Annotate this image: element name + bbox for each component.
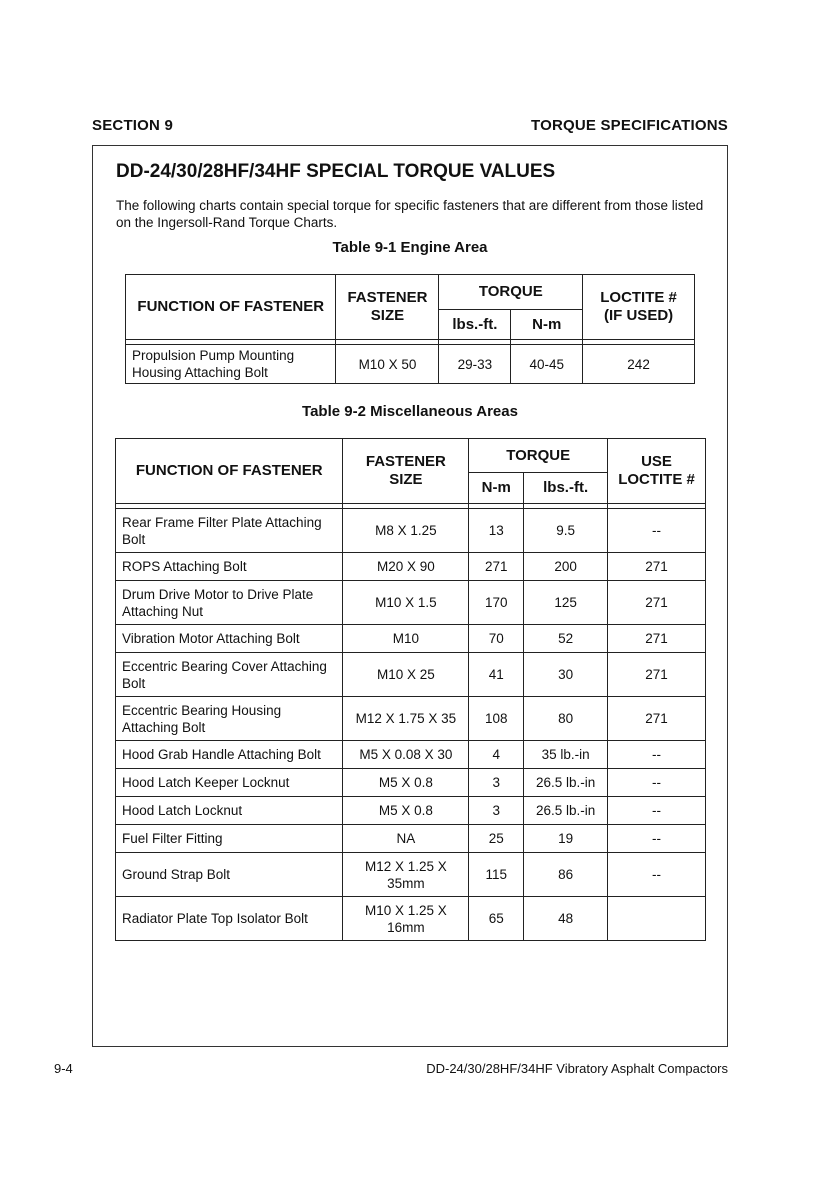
cell-loctite: -- — [608, 797, 706, 825]
table1-caption: Table 9-1 Engine Area — [332, 239, 488, 256]
table-row — [116, 553, 706, 581]
cell-nm: 65 — [469, 897, 524, 941]
cell-nm: 3 — [469, 769, 524, 797]
header-fastener-size: FASTENER SIZE — [343, 439, 469, 504]
cell-size: M10 X 25 — [343, 653, 469, 697]
table-row — [116, 797, 706, 825]
table-row — [116, 581, 706, 625]
cell-loctite: 271 — [608, 553, 706, 581]
cell-function: Drum Drive Motor to Drive Plate Attaching Nut — [116, 581, 343, 625]
page-number: 9-4 — [54, 1061, 73, 1076]
cell-loctite: -- — [608, 853, 706, 897]
cell-nm: 108 — [469, 697, 524, 741]
cell-loctite: -- — [608, 769, 706, 797]
header-lbsft: lbs.-ft. — [439, 310, 511, 340]
cell-size: M10 X 1.5 — [343, 581, 469, 625]
cell-lbsft: 86 — [524, 853, 608, 897]
cell-lbsft: 26.5 lb.-in — [524, 769, 608, 797]
header-lbsft: lbs.-ft. — [524, 473, 608, 504]
page-title: DD-24/30/28HF/34HF SPECIAL TORQUE VALUES — [116, 161, 556, 182]
intro-paragraph: The following charts contain special torque for specific fasteners that are different from those listed on the Ingersoll-Rand Torque Charts. — [116, 198, 704, 230]
header-loctite: USE LOCTITE # — [608, 439, 706, 504]
table-row — [116, 897, 706, 941]
cell-nm: 115 — [469, 853, 524, 897]
cell-function: Ground Strap Bolt — [116, 853, 343, 897]
document-title: DD-24/30/28HF/34HF Vibratory Asphalt Compactors — [426, 1061, 728, 1076]
cell-size: M20 X 90 — [343, 553, 469, 581]
cell-function: Hood Grab Handle Attaching Bolt — [116, 741, 343, 769]
cell-lbsft: 52 — [524, 625, 608, 653]
table-row — [116, 741, 706, 769]
cell-size: M5 X 0.08 X 30 — [343, 741, 469, 769]
cell-nm: 271 — [469, 553, 524, 581]
cell-nm: 170 — [469, 581, 524, 625]
cell-loctite: -- — [608, 825, 706, 853]
cell-loctite: 271 — [608, 653, 706, 697]
header-nm: N-m — [511, 310, 583, 340]
cell-lbsft: 200 — [524, 553, 608, 581]
cell-function: Vibration Motor Attaching Bolt — [116, 625, 343, 653]
misc-areas-table — [115, 438, 706, 941]
cell-function: Propulsion Pump Mounting Housing Attaching Bolt — [126, 345, 336, 384]
cell-loctite: 271 — [608, 581, 706, 625]
cell-size: M10 X 50 — [336, 345, 439, 384]
table-row — [116, 625, 706, 653]
cell-size: M12 X 1.75 X 35 — [343, 697, 469, 741]
table-row — [116, 697, 706, 741]
section-topic: TORQUE SPECIFICATIONS — [531, 117, 728, 134]
cell-loctite: -- — [608, 509, 706, 553]
table-row — [116, 509, 706, 553]
cell-function: Hood Latch Keeper Locknut — [116, 769, 343, 797]
header-torque: TORQUE — [469, 439, 608, 473]
cell-nm: 25 — [469, 825, 524, 853]
cell-function: Eccentric Bearing Housing Attaching Bolt — [116, 697, 343, 741]
table-row — [116, 853, 706, 897]
cell-nm: 4 — [469, 741, 524, 769]
cell-size: M5 X 0.8 — [343, 797, 469, 825]
cell-lbsft: 9.5 — [524, 509, 608, 553]
cell-size: NA — [343, 825, 469, 853]
cell-lbsft: 19 — [524, 825, 608, 853]
table-row — [126, 345, 695, 384]
table-row — [116, 825, 706, 853]
cell-function: Eccentric Bearing Cover Attaching Bolt — [116, 653, 343, 697]
cell-loctite: -- — [608, 741, 706, 769]
table2-caption: Table 9-2 Miscellaneous Areas — [302, 403, 518, 420]
table-row — [116, 653, 706, 697]
header-function: FUNCTION OF FASTENER — [116, 439, 343, 504]
engine-area-table — [125, 274, 695, 384]
header-function: FUNCTION OF FASTENER — [126, 275, 336, 340]
cell-function: Hood Latch Locknut — [116, 797, 343, 825]
cell-loctite — [608, 897, 706, 941]
cell-lbsft: 125 — [524, 581, 608, 625]
cell-nm: 13 — [469, 509, 524, 553]
table-row — [116, 769, 706, 797]
cell-nm: 3 — [469, 797, 524, 825]
cell-loctite: 242 — [583, 345, 695, 384]
cell-function: ROPS Attaching Bolt — [116, 553, 343, 581]
header-fastener-size: FASTENER SIZE — [336, 275, 439, 340]
cell-lbsft: 35 lb.-in — [524, 741, 608, 769]
cell-nm: 41 — [469, 653, 524, 697]
cell-lbsft: 80 — [524, 697, 608, 741]
header-nm: N-m — [469, 473, 524, 504]
cell-function: Rear Frame Filter Plate Attaching Bolt — [116, 509, 343, 553]
cell-size: M12 X 1.25 X 35mm — [343, 853, 469, 897]
cell-size: M10 X 1.25 X 16mm — [343, 897, 469, 941]
cell-lbsft: 29-33 — [439, 345, 511, 384]
cell-size: M5 X 0.8 — [343, 769, 469, 797]
cell-nm: 40-45 — [511, 345, 583, 384]
cell-loctite: 271 — [608, 697, 706, 741]
section-label: SECTION 9 — [92, 117, 173, 134]
cell-function: Fuel Filter Fitting — [116, 825, 343, 853]
cell-size: M10 — [343, 625, 469, 653]
cell-lbsft: 26.5 lb.-in — [524, 797, 608, 825]
cell-loctite: 271 — [608, 625, 706, 653]
cell-function: Radiator Plate Top Isolator Bolt — [116, 897, 343, 941]
cell-size: M8 X 1.25 — [343, 509, 469, 553]
header-loctite: LOCTITE # (IF USED) — [583, 275, 695, 340]
header-torque: TORQUE — [439, 275, 583, 310]
cell-lbsft: 30 — [524, 653, 608, 697]
cell-lbsft: 48 — [524, 897, 608, 941]
cell-nm: 70 — [469, 625, 524, 653]
